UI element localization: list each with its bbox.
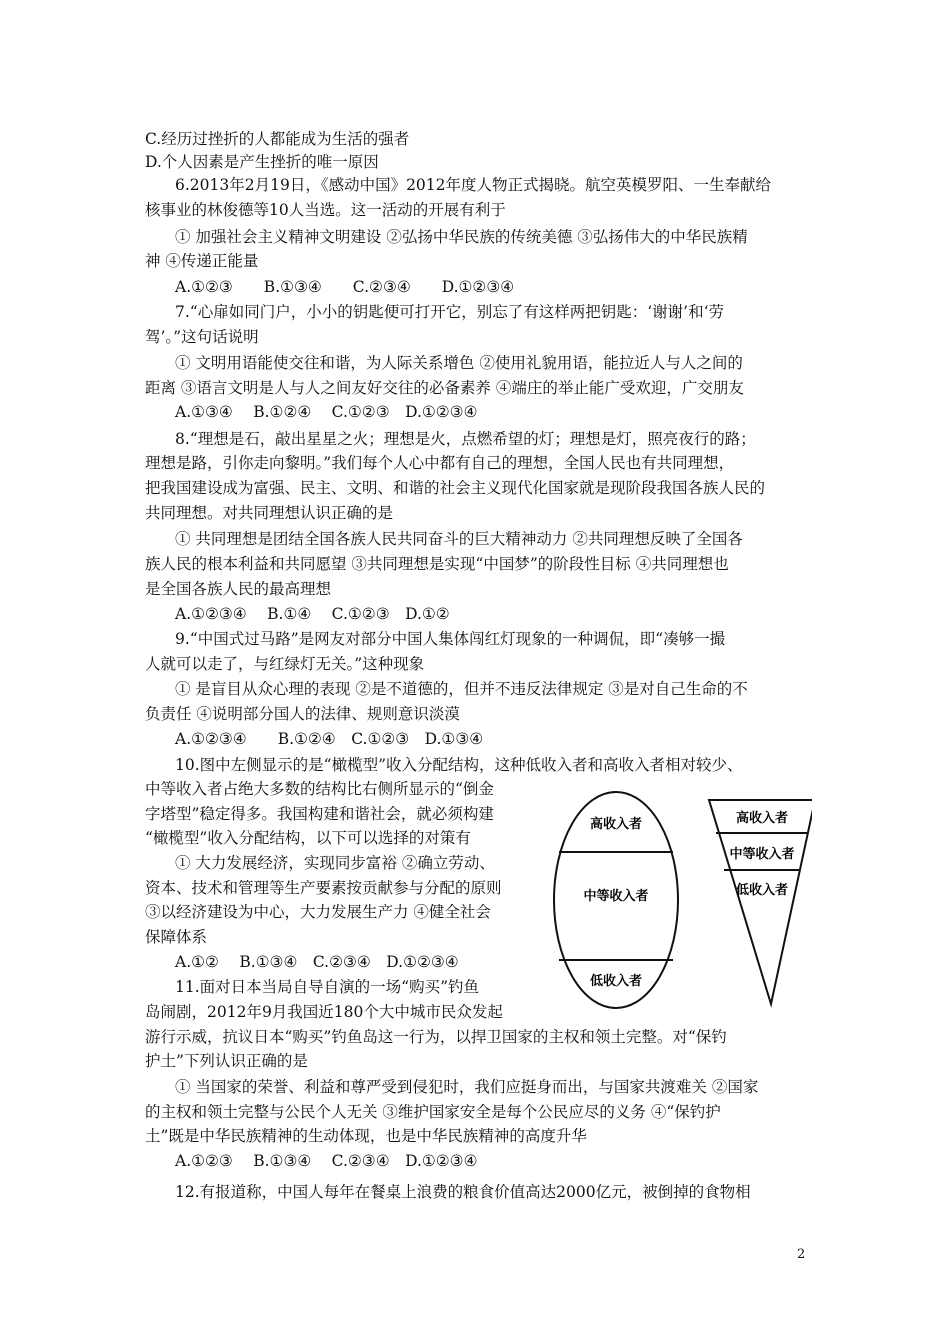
question-7-statements-cont: 距离 ③语言文明是人与人之间友好交往的必备素养 ④端庄的举止能广受欢迎，广交朋友 xyxy=(145,379,744,397)
question-6-options: A.①②③ B.①③④ C.②③④ D.①②③④ xyxy=(175,278,515,296)
question-9-stem-cont: 人就可以走了，与红绿灯无关。”这种现象 xyxy=(145,655,425,673)
question-8-stem-cont3: 共同理想。对共同理想认识正确的是 xyxy=(145,504,394,522)
olive-middle-label: 中等收入者 xyxy=(583,889,649,904)
question-10-stem: 10.图中左侧显示的是“橄榄型”收入分配结构，这种低收入者和高收入者相对较少、 xyxy=(175,756,743,774)
question-8-statements-cont1: 族人民的根本利益和共同愿望 ③共同理想是实现“中国梦”的阶段性目标 ④共同理想也 xyxy=(145,555,729,573)
olive-low-label: 低收入者 xyxy=(589,974,643,989)
pyramid-high-label: 高收入者 xyxy=(735,811,789,826)
question-8-stem: 8.“理想是石，敲出星星之火；理想是火，点燃希望的灯；理想是灯，照亮夜行的路； xyxy=(175,430,756,448)
question-8-statements-cont2: 是全国各族人民的最高理想 xyxy=(145,580,332,598)
question-12-stem: 12.有报道称，中国人每年在餐桌上浪费的粮食价值高达2000亿元，被倒掉的食物相 xyxy=(175,1183,751,1201)
question-11-stem: 11.面对日本当局自导自演的一场“购买”钓鱼 xyxy=(175,978,479,996)
question-9-options: A.①②③④ B.①②④ C.①②③ D.①③④ xyxy=(175,730,484,748)
question-8-stem-cont2: 把我国建设成为富强、民主、文明、和谐的社会主义现代化国家就是现阶段我国各族人民的 xyxy=(145,479,766,497)
pyramid-low-label: 低收入者 xyxy=(735,883,789,898)
income-structure-figure xyxy=(552,790,812,1010)
question-8-statements: ① 共同理想是团结全国各族人民共同奋斗的巨大精神动力 ②共同理想反映了全国各 xyxy=(175,530,743,548)
question-11-statements: ① 当国家的荣誉、利益和尊严受到侵犯时，我们应挺身而出，与国家共渡难关 ②国家 xyxy=(175,1078,759,1096)
question-6-statements-cont: 神 ④传递正能量 xyxy=(145,252,259,270)
option-c: C.经历过挫折的人都能成为生活的强者 xyxy=(145,130,410,148)
question-10-statements: ① 大力发展经济，实现同步富裕 ②确立劳动、 xyxy=(175,854,495,872)
question-11-stem-cont3: 护土”下列认识正确的是 xyxy=(145,1052,308,1070)
inverted-pyramid-shape xyxy=(709,800,812,1004)
olive-shape xyxy=(554,792,678,1008)
question-10-stem-cont1: 中等收入者占绝大多数的结构比右侧所显示的“倒金 xyxy=(145,780,494,798)
question-11-stem-cont1: 岛闹剧，2012年9月我国近180个大中城市民众发起 xyxy=(145,1003,503,1021)
question-7-stem-cont: 驾’。”这句话说明 xyxy=(145,328,259,346)
question-9-statements-cont: 负责任 ④说明部分国人的法律、规则意识淡漠 xyxy=(145,705,460,723)
question-7-statements: ① 文明用语能使交往和谐，为人际关系增色 ②使用礼貌用语，能拉近人与人之间的 xyxy=(175,354,743,372)
question-7-options: A.①③④ B.①②④ C.①②③ D.①②③④ xyxy=(175,403,478,421)
olive-high-label: 高收入者 xyxy=(589,817,643,832)
question-8-stem-cont1: 理想是路，引你走向黎明。”我们每个人心中都有自己的理想，全国人民也有共同理想， xyxy=(145,454,735,472)
page-number: 2 xyxy=(797,1247,806,1262)
option-d: D.个人因素是产生挫折的唯一原因 xyxy=(145,153,379,171)
question-10-stem-cont3: “橄榄型”收入分配结构，以下可以选择的对策有 xyxy=(145,829,471,847)
question-10-statements-cont2: ③以经济建设为中心，大力发展生产力 ④健全社会 xyxy=(145,903,491,921)
question-8-options: A.①②③④ B.①④ C.①②③ D.①② xyxy=(175,605,450,623)
question-10-statements-cont1: 资本、技术和管理等生产要素按贡献参与分配的原则 xyxy=(145,879,502,897)
pyramid-middle-label: 中等收入者 xyxy=(729,847,795,862)
question-11-statements-cont1: 的主权和领土完整与公民个人无关 ③维护国家安全是每个公民应尽的义务 ④“保钓护 xyxy=(145,1103,721,1121)
question-11-options: A.①②③ B.①③④ C.②③④ D.①②③④ xyxy=(175,1152,478,1170)
question-9-stem: 9.“中国式过马路”是网友对部分中国人集体闯红灯现象的一种调侃，即“凑够一撮 xyxy=(175,630,726,648)
question-6-stem-cont: 核事业的林俊德等10人当选。这一活动的开展有利于 xyxy=(145,201,506,219)
question-11-statements-cont2: 土”既是中华民族精神的生动体现，也是中华民族精神的高度升华 xyxy=(145,1127,587,1145)
question-10-stem-cont2: 字塔型”稳定得多。我国构建和谐社会，就必须构建 xyxy=(145,805,494,823)
question-6-statements: ① 加强社会主义精神文明建设 ②弘扬中华民族的传统美德 ③弘扬伟大的中华民族精 xyxy=(175,228,748,246)
question-9-statements: ① 是盲目从众心理的表现 ②是不道德的，但并不违反法律规定 ③是对自己生命的不 xyxy=(175,680,748,698)
question-10-statements-cont3: 保障体系 xyxy=(145,928,208,946)
question-7-stem: 7.“心扉如同门户，小小的钥匙便可打开它，别忘了有这样两把钥匙：‘谢谢’和‘劳 xyxy=(175,303,724,321)
question-10-options: A.①② B.①③④ C.②③④ D.①②③④ xyxy=(175,953,459,971)
question-6-stem: 6.2013年2月19日，《感动中国》2012年度人物正式揭晓。航空英模罗阳、一生奉献给 xyxy=(175,176,772,194)
question-11-stem-cont2: 游行示威，抗议日本“购买”钓鱼岛这一行为，以捍卫国家的主权和领土完整。对“保钓 xyxy=(145,1028,727,1046)
